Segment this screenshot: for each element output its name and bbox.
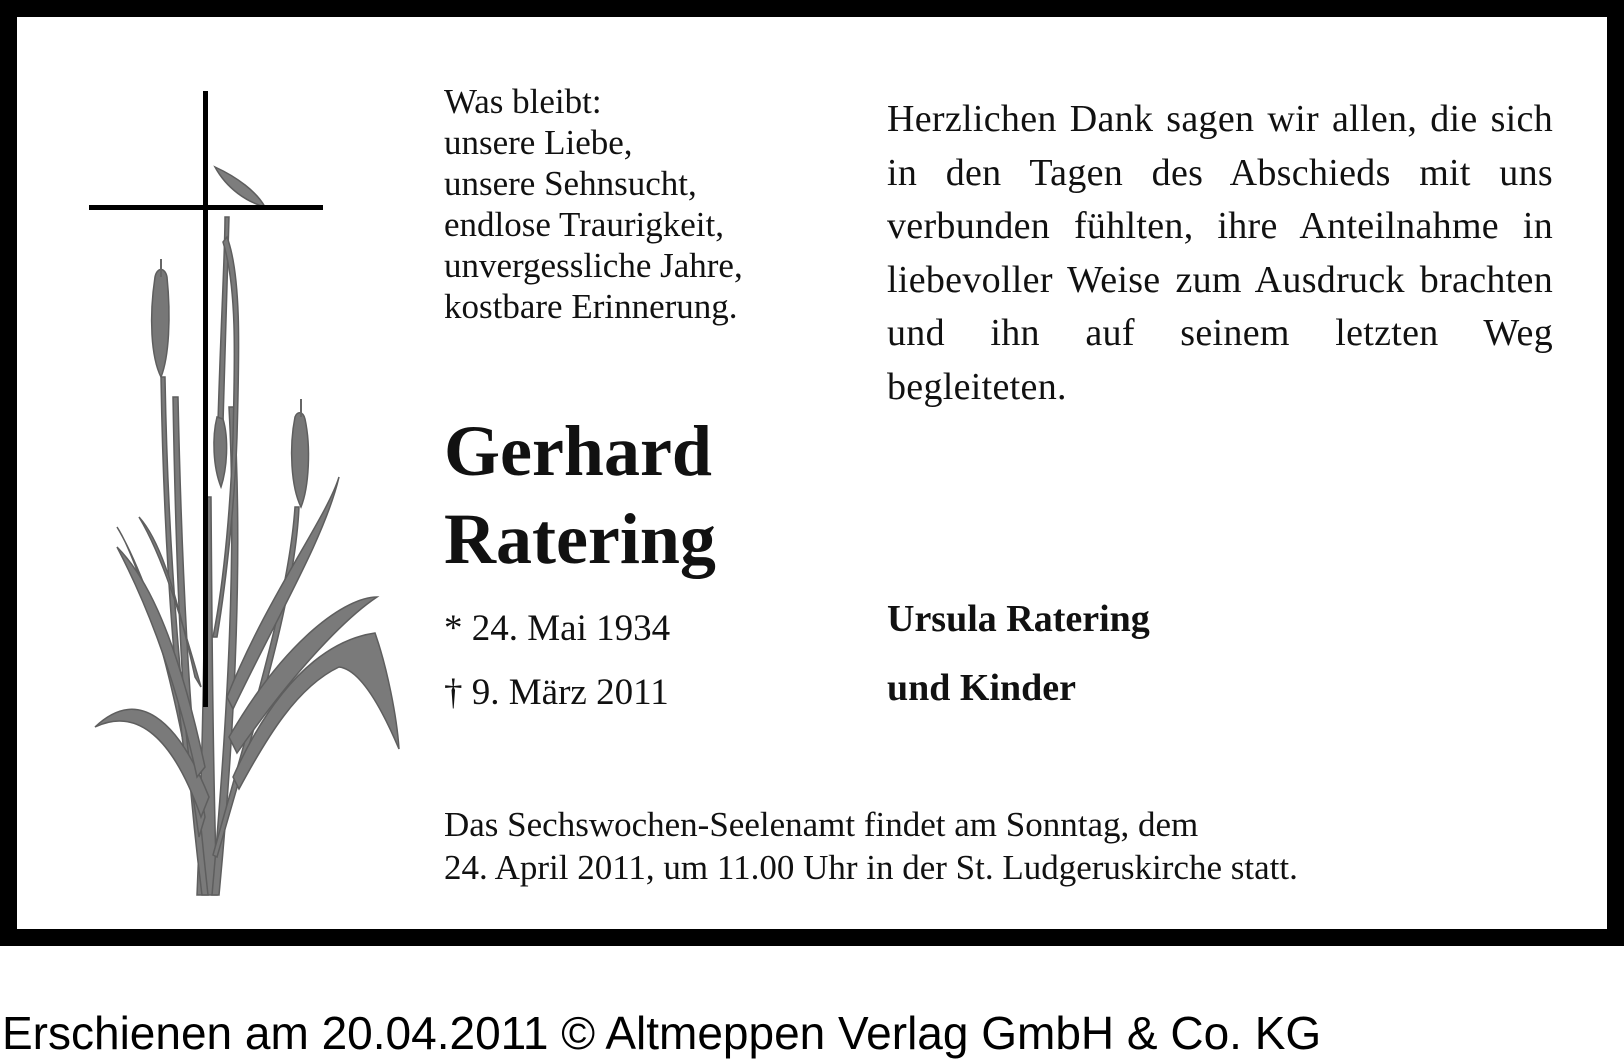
publication-footer: Erschienen am 20.04.2011 © Altmeppen Verlag GmbH & Co. KG [2,1007,1322,1059]
memorial-poem [444,81,844,327]
signer-family: und Kinder [887,667,1077,709]
reeds-icon [95,167,399,895]
thanks-paragraph: Herzlichen Dank sagen wir allen, die sich in den Tagen des Abschieds mit uns verbunden fühlten, ihre Anteilnahme in liebevoller Weise zum Ausdruck brachten und ihn auf seinem letzten Weg begleiteten. [887,98,1553,408]
mass-notice [444,803,1574,889]
signers [887,585,1150,723]
poem-line: unvergessliche Jahre, [444,246,743,285]
deceased-last-name: Ratering [444,499,716,579]
poem-line: endlose Traurigkeit, [444,205,724,244]
death-date: † 9. März 2011 [444,672,669,713]
deceased-first-name: Gerhard [444,411,712,491]
poem-line: unsere Sehnsucht, [444,164,697,203]
poem-line: Was bleibt: [444,82,602,121]
birth-date: * 24. Mai 1934 [444,608,671,649]
cross-icon [89,91,323,707]
poem-line: kostbare Erinnerung. [444,287,738,326]
mass-notice-line: 24. April 2011, um 11.00 Uhr in der St. Ludgeruskirche statt. [444,848,1298,887]
cross-with-reeds-illustration [77,77,427,897]
mass-notice-line: Das Sechswochen-Seelenamt findet am Sonntag, dem [444,805,1199,844]
signer-name: Ursula Ratering [887,598,1150,640]
cross-reeds-icon [77,77,427,897]
poem-line: unsere Liebe, [444,123,633,162]
life-dates [444,597,670,725]
deceased-name [444,407,874,583]
